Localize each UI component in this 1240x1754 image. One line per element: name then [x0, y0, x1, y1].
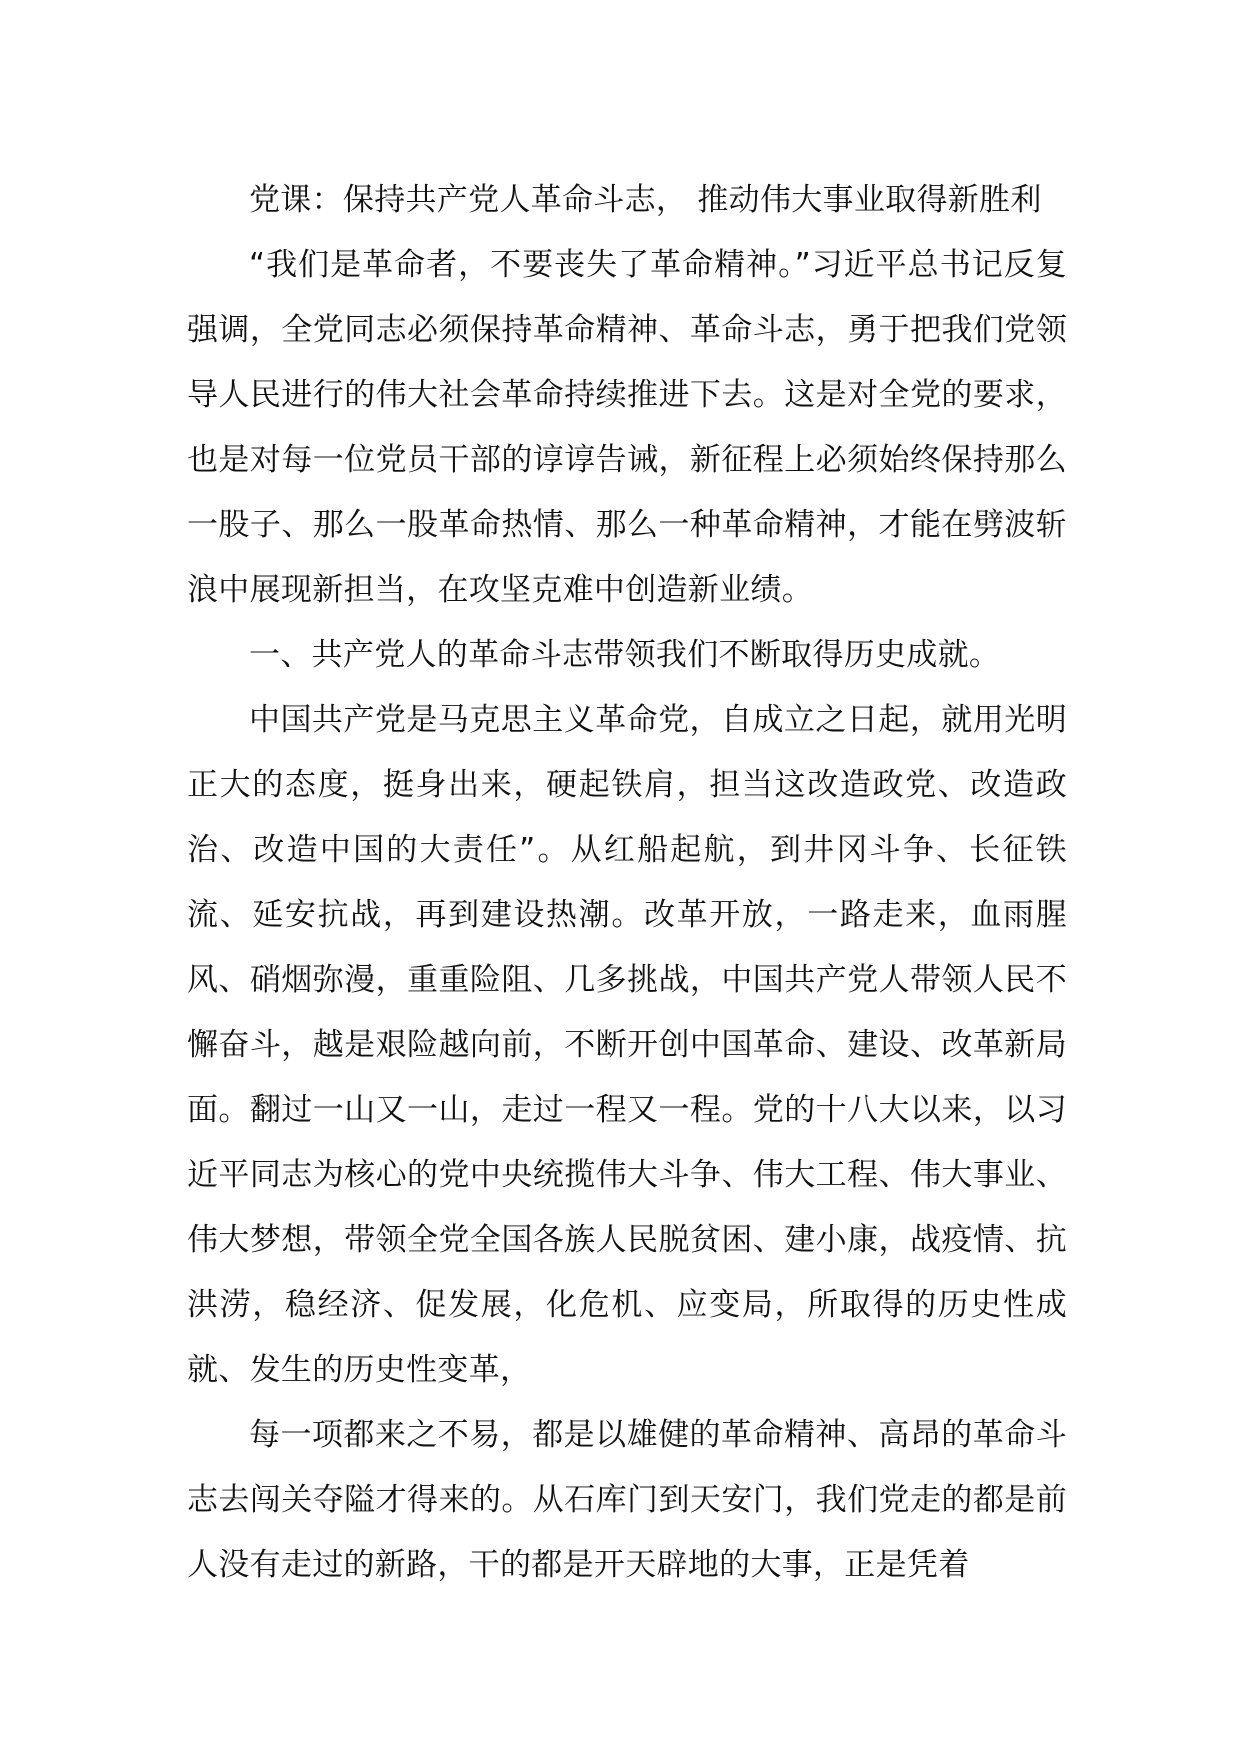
section-heading-1: 一、共产党人的革命斗志带领我们不断取得历史成就。 — [249, 637, 1001, 673]
document-title: 党课：保持共产党人革命斗志， 推动伟大事业取得新胜利 — [249, 182, 1042, 218]
paragraph-history: 中国共产党是马克思主义革命党，自成立之日起，就用光明正大的态度，挺身出来，硬起铁肩，担当这改造政党、改造政治、改造中国的大责任”。从红船起航，到井冈斗争、长征铁流、延安抗战，再到建设热潮。改革开放，一路走来，血雨腥风、硝烟弥漫，重重险阻、几多挑战，中国共产党人带领人民不懈奋斗，越是艰险越向前，不断开创中国革命、建设、改革新局面。翻过一山又一山，走过一程又一程。党的十八大以来，以习近平同志为核心的党中央统揽伟大斗争、伟大工程、伟大事业、伟大梦想，带领全党全国各族人民脱贫困、建小康，战疫情、抗洪涝，稳经济、促发展，化危机、应变局，所取得的历史性成就、发生的历史性变革， — [187, 702, 1067, 1388]
paragraph-intro: “我们是革命者，不要丧失了革命精神。”习近平总书记反复强调，全党同志必须保持革命精神、革命斗志，勇于把我们党领导人民进行的伟大社会革命持续推进下去。这是对全党的要求，也是对每一位党员干部的谆谆告诫，新征程上必须始终保持那么一股子、那么一股革命热情、那么一种革命精神，才能在劈波斩浪中展现新担当，在攻坚克难中创造新业绩。 — [187, 247, 1067, 608]
paragraph-continued: 每一项都来之不易，都是以雄健的革命精神、高昂的革命斗志去闯关夺隘才得来的。从石库门到天安门，我们党走的都是前人没有走过的新路，干的都是开天辟地的大事，正是凭着 — [187, 1417, 1067, 1583]
document-body — [187, 168, 1067, 1598]
